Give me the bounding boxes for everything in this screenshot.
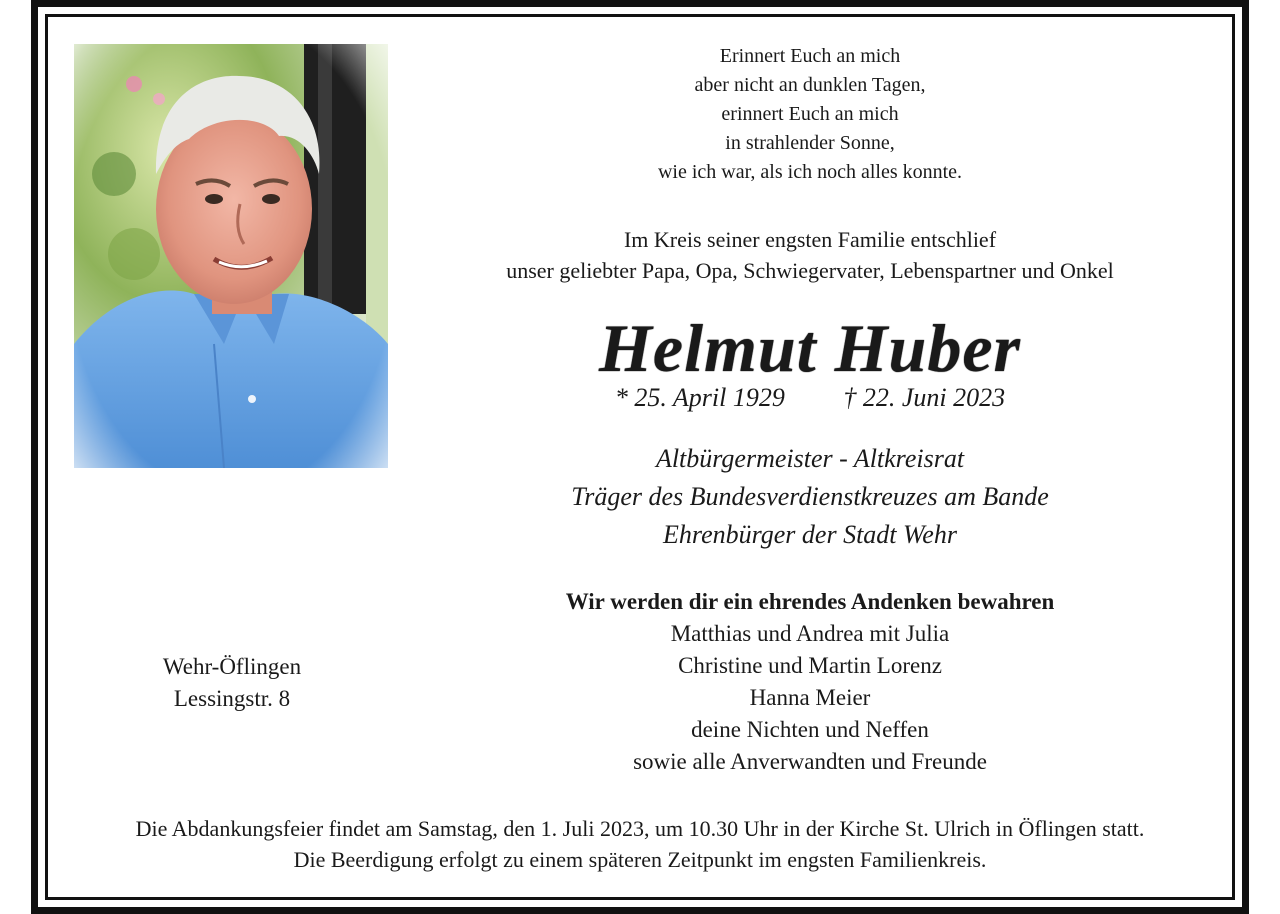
- poem-line: Erinnert Euch an mich: [719, 45, 901, 67]
- deceased-name: Helmut Huber: [599, 310, 1021, 386]
- family-member: Christine und Martin Lorenz: [678, 653, 942, 678]
- death-date: † 22. Juni 2023: [843, 383, 1006, 412]
- address-city: Wehr-Öflingen: [162, 654, 302, 679]
- poem-line: wie ich war, als ich noch alles konnte.: [657, 161, 963, 183]
- intro-text: [430, 224, 1190, 286]
- intro-line: unser geliebter Papa, Opa, Schwiegervater, Lebenspartner und Onkel: [506, 258, 1114, 283]
- life-dates: [430, 383, 1190, 413]
- intro-line: Im Kreis seiner engsten Familie entschlief: [623, 227, 997, 252]
- poem-line: in strahlender Sonne,: [725, 132, 895, 154]
- ceremony-line: Die Abdankungsfeier findet am Samstag, den 1. Juli 2023, um 10.30 Uhr in der Kirche St. Ulrich in Öflingen statt.: [135, 816, 1145, 841]
- title-line: Altbürgermeister - Altkreisrat: [655, 444, 965, 473]
- family-member: sowie alle Anverwandten und Freunde: [633, 749, 987, 774]
- poem-line: erinnert Euch an mich: [721, 103, 899, 125]
- portrait-photo: [74, 44, 388, 468]
- burial-line: Die Beerdigung erfolgt zu einem späteren Zeitpunkt im engsten Familienkreis.: [293, 847, 987, 872]
- birth-date: * 25. April 1929: [614, 383, 785, 412]
- honorary-titles: [430, 440, 1190, 554]
- family-member: Matthias und Andrea mit Julia: [670, 621, 950, 646]
- address: [120, 651, 344, 715]
- poem-line: aber nicht an dunklen Tagen,: [694, 74, 926, 96]
- family-member: deine Nichten und Neffen: [691, 717, 929, 742]
- ceremony-info: [50, 813, 1230, 875]
- family-section: [430, 586, 1190, 778]
- family-heading: Wir werden dir ein ehrendes Andenken bewahren: [565, 589, 1055, 614]
- poem: [430, 42, 1190, 187]
- title-line: Träger des Bundesverdienstkreuzes am Bande: [571, 482, 1049, 511]
- address-street: Lessingstr. 8: [173, 686, 291, 711]
- family-member: Hanna Meier: [749, 685, 871, 710]
- title-line: Ehrenbürger der Stadt Wehr: [663, 520, 957, 549]
